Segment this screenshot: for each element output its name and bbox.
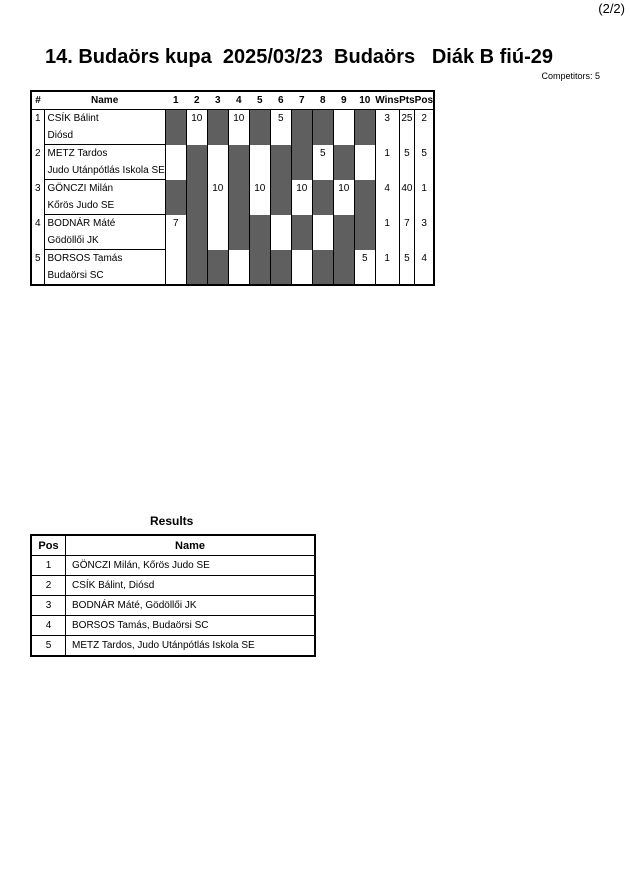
pool-table xyxy=(30,90,435,286)
round-score-cell: 5 xyxy=(312,145,333,180)
header-round: 9 xyxy=(333,91,354,110)
results-caption: Results xyxy=(150,514,194,528)
round-score-cell xyxy=(333,110,354,145)
competitor-pos: 2 xyxy=(415,110,434,145)
round-score-cell: 10 xyxy=(186,110,207,145)
competitor-pts: 5 xyxy=(399,145,415,180)
competitor-name: CSÍK Bálint xyxy=(47,113,99,124)
inactive-round-cell xyxy=(186,250,207,286)
inactive-round-cell xyxy=(312,250,333,286)
result-name: BORSOS Tamás, Budaörsi SC xyxy=(66,616,316,636)
competitor-pts: 40 xyxy=(399,180,415,215)
round-score-cell xyxy=(312,215,333,250)
competitor-number: 4 xyxy=(31,215,44,250)
competitor-name: BORSOS Tamás xyxy=(47,253,123,264)
inactive-round-cell xyxy=(249,215,270,250)
competitor-row xyxy=(31,250,434,268)
header-round: 3 xyxy=(207,91,228,110)
page-number: (2/2) xyxy=(598,1,625,16)
result-name: METZ Tardos, Judo Utánpótlás Iskola SE xyxy=(66,636,316,657)
competitor-pts: 7 xyxy=(399,215,415,250)
results-row xyxy=(31,576,315,596)
result-name: CSÍK Bálint, Diósd xyxy=(66,576,316,596)
inactive-round-cell xyxy=(186,180,207,215)
inactive-round-cell xyxy=(291,215,312,250)
competitor-row xyxy=(31,145,434,163)
inactive-round-cell xyxy=(249,110,270,145)
competitor-club-cell xyxy=(44,127,165,145)
header-round: 2 xyxy=(186,91,207,110)
round-score-cell: 10 xyxy=(207,180,228,215)
competitor-name-cell xyxy=(44,180,165,198)
results-row xyxy=(31,596,315,616)
inactive-round-cell xyxy=(354,215,375,250)
pool-header-row xyxy=(31,91,434,110)
competitor-wins: 1 xyxy=(375,250,399,286)
inactive-round-cell xyxy=(228,145,249,180)
competitor-name-cell xyxy=(44,215,165,233)
results-table xyxy=(30,534,316,657)
header-round: 10 xyxy=(354,91,375,110)
header-round: 7 xyxy=(291,91,312,110)
competitor-club-cell xyxy=(44,197,165,215)
competitor-number: 5 xyxy=(31,250,44,286)
competitor-wins: 1 xyxy=(375,145,399,180)
result-position: 3 xyxy=(31,596,66,616)
round-score-cell xyxy=(207,215,228,250)
inactive-round-cell xyxy=(291,145,312,180)
round-score-cell: 10 xyxy=(249,180,270,215)
inactive-round-cell xyxy=(207,110,228,145)
round-score-cell: 7 xyxy=(165,215,186,250)
header-round: 6 xyxy=(270,91,291,110)
header-name: Name xyxy=(44,91,165,110)
competitor-pos: 3 xyxy=(415,215,434,250)
inactive-round-cell xyxy=(270,180,291,215)
competitor-club-cell xyxy=(44,267,165,285)
competitor-pts: 25 xyxy=(399,110,415,145)
competitor-name-cell xyxy=(44,145,165,163)
competitor-name: METZ Tardos xyxy=(47,148,108,159)
competitor-club-cell xyxy=(44,232,165,250)
competitor-wins: 4 xyxy=(375,180,399,215)
inactive-round-cell xyxy=(207,250,228,286)
competitor-pts: 5 xyxy=(399,250,415,286)
inactive-round-cell xyxy=(354,180,375,215)
round-score-cell: 10 xyxy=(228,110,249,145)
header-pts: Pts xyxy=(399,91,415,110)
inactive-round-cell xyxy=(165,110,186,145)
competitor-name-cell xyxy=(44,110,165,128)
inactive-round-cell xyxy=(249,250,270,286)
competitor-pos: 4 xyxy=(415,250,434,286)
competitor-row xyxy=(31,180,434,198)
header-round: 4 xyxy=(228,91,249,110)
round-score-cell xyxy=(228,250,249,286)
competitor-club: Kőrös Judo SE xyxy=(47,200,115,211)
result-name: BODNÁR Máté, Gödöllői JK xyxy=(66,596,316,616)
competitor-pos: 1 xyxy=(415,180,434,215)
result-position: 1 xyxy=(31,556,66,576)
header-num: # xyxy=(31,91,44,110)
competitors-count: Competitors: 5 xyxy=(541,71,600,81)
competitor-number: 3 xyxy=(31,180,44,215)
inactive-round-cell xyxy=(165,180,186,215)
competitor-club: Judo Utánpótlás Iskola SE xyxy=(47,165,165,176)
inactive-round-cell xyxy=(333,215,354,250)
inactive-round-cell xyxy=(333,250,354,286)
result-position: 4 xyxy=(31,616,66,636)
result-position: 2 xyxy=(31,576,66,596)
header-round: 1 xyxy=(165,91,186,110)
inactive-round-cell xyxy=(228,215,249,250)
result-name: GÖNCZI Milán, Kőrös Judo SE xyxy=(66,556,316,576)
round-score-cell xyxy=(249,145,270,180)
page-title: 14. Budaörs kupa 2025/03/23 Budaörs Diák B fiú-29 xyxy=(45,46,553,68)
round-score-cell: 10 xyxy=(333,180,354,215)
round-score-cell xyxy=(354,145,375,180)
round-score-cell xyxy=(207,145,228,180)
inactive-round-cell xyxy=(312,180,333,215)
competitor-club: Diósd xyxy=(47,130,74,141)
result-position: 5 xyxy=(31,636,66,657)
inactive-round-cell xyxy=(186,145,207,180)
results-header-row xyxy=(31,535,315,556)
results-row xyxy=(31,556,315,576)
round-score-cell xyxy=(165,145,186,180)
competitor-number: 1 xyxy=(31,110,44,145)
competitor-name: BODNÁR Máté xyxy=(47,218,116,229)
header-round: 8 xyxy=(312,91,333,110)
inactive-round-cell xyxy=(186,215,207,250)
inactive-round-cell xyxy=(270,145,291,180)
header-wins: Wins xyxy=(375,91,399,110)
inactive-round-cell xyxy=(270,250,291,286)
round-score-cell: 5 xyxy=(270,110,291,145)
competitor-pos: 5 xyxy=(415,145,434,180)
inactive-round-cell xyxy=(312,110,333,145)
competitor-name: GÖNCZI Milán xyxy=(47,183,114,194)
round-score-cell xyxy=(165,250,186,286)
round-score-cell: 10 xyxy=(291,180,312,215)
results-row xyxy=(31,636,315,657)
inactive-round-cell xyxy=(354,110,375,145)
competitor-row xyxy=(31,110,434,128)
header-round: 5 xyxy=(249,91,270,110)
results-row xyxy=(31,616,315,636)
round-score-cell xyxy=(291,250,312,286)
results-header-pos: Pos xyxy=(31,535,66,556)
header-pos: Pos xyxy=(415,91,434,110)
competitor-club-cell xyxy=(44,162,165,180)
competitor-club: Budaörsi SC xyxy=(47,270,104,281)
inactive-round-cell xyxy=(333,145,354,180)
competitor-number: 2 xyxy=(31,145,44,180)
competitor-wins: 3 xyxy=(375,110,399,145)
results-header-name: Name xyxy=(66,535,316,556)
competitor-row xyxy=(31,215,434,233)
competitor-club: Gödöllői JK xyxy=(47,235,99,246)
inactive-round-cell xyxy=(291,110,312,145)
inactive-round-cell xyxy=(228,180,249,215)
round-score-cell: 5 xyxy=(354,250,375,286)
round-score-cell xyxy=(270,215,291,250)
competitor-name-cell xyxy=(44,250,165,268)
competitor-wins: 1 xyxy=(375,215,399,250)
